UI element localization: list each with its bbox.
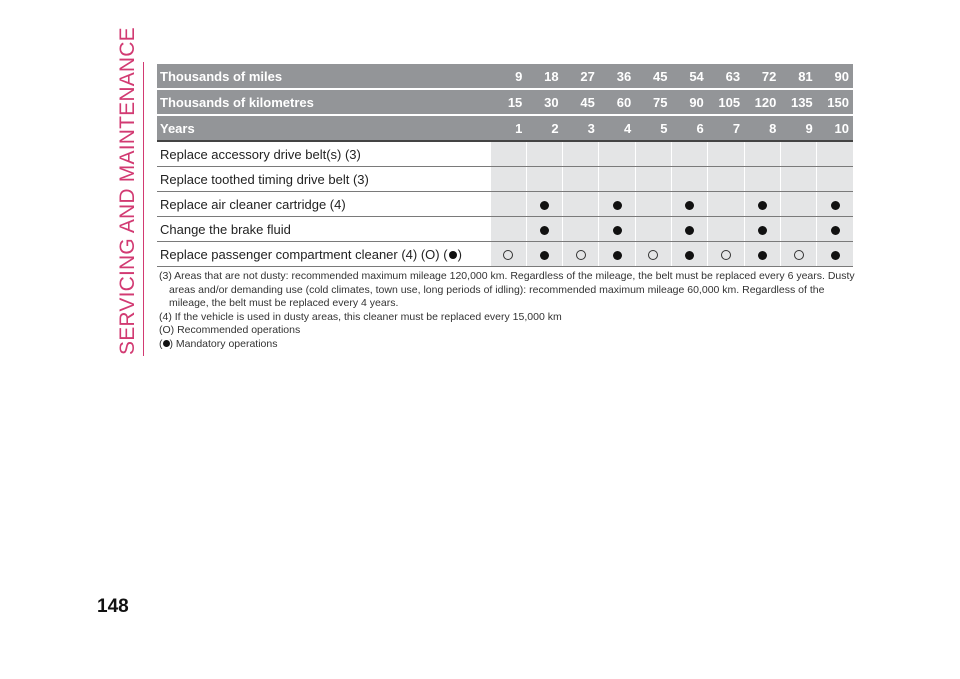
schedule-cell [490,141,526,167]
footnote-3: (3) Areas that are not dusty: recommended maximum mileage 120,000 km. Regardless of the mileage, the belt must be replaced every 6 years. Dusty areas and/or demanding use (cold climates, town use, long periods of idling): recommended maximum mileage 60,000 km. Regardless of the mileage, the belt must be replaced every 4 years. [159,270,855,309]
filled-circle-icon [685,226,694,235]
operation-label: Change the brake fluid [157,217,490,242]
schedule-cell [817,192,853,217]
header-value: 60 [599,89,635,115]
schedule-cell [671,141,707,167]
schedule-cell [635,192,671,217]
filled-circle-icon [831,251,840,260]
schedule-cell [526,167,562,192]
header-value: 90 [671,89,707,115]
operation-label: Replace toothed timing drive belt (3) [157,167,490,192]
schedule-cell [708,167,744,192]
header-label: Thousands of miles [157,64,490,89]
schedule-cell [490,192,526,217]
filled-circle-icon [613,201,622,210]
open-circle-icon [503,250,513,260]
schedule-cell [744,217,780,242]
header-label: Thousands of kilometres [157,89,490,115]
header-value: 7 [708,115,744,141]
operation-label: Replace accessory drive belt(s) (3) [157,141,490,167]
filled-circle-icon [685,201,694,210]
schedule-cell [490,217,526,242]
header-value: 63 [708,64,744,89]
schedule-cell [563,217,599,242]
footnote-4: (4) If the vehicle is used in dusty areas, this cleaner must be replaced every 15,000 km [159,310,562,323]
filled-circle-icon [449,251,457,259]
schedule-cell [780,141,816,167]
header-value: 8 [744,115,780,141]
footnotes [159,270,859,351]
schedule-cell [671,167,707,192]
schedule-cell [708,141,744,167]
schedule-cell [817,217,853,242]
schedule-cell [490,242,526,267]
filled-circle-icon [540,226,549,235]
filled-circle-icon [758,251,767,260]
filled-circle-icon [163,340,170,347]
schedule-cell [817,141,853,167]
schedule-cell [780,167,816,192]
schedule-cell [780,242,816,267]
schedule-cell [526,217,562,242]
schedule-cell [635,242,671,267]
header-value: 5 [635,115,671,141]
schedule-cell [526,242,562,267]
filled-circle-icon [831,201,840,210]
header-value: 120 [744,89,780,115]
schedule-cell [526,192,562,217]
section-rule [143,62,144,356]
schedule-cell [635,141,671,167]
schedule-cell [599,192,635,217]
filled-circle-icon [685,251,694,260]
filled-circle-icon [831,226,840,235]
maintenance-schedule-table [157,64,853,267]
header-value: 18 [526,64,562,89]
header-value: 15 [490,89,526,115]
schedule-cell [744,167,780,192]
header-value: 9 [490,64,526,89]
operation-row [157,192,853,217]
header-value: 4 [599,115,635,141]
schedule-cell [708,217,744,242]
schedule-cell [563,242,599,267]
header-value: 10 [817,115,853,141]
header-value: 3 [563,115,599,141]
schedule-cell [526,141,562,167]
header-value: 105 [708,89,744,115]
schedule-cell [708,242,744,267]
header-label: Years [157,115,490,141]
header-value: 1 [490,115,526,141]
header-value: 30 [526,89,562,115]
header-value: 54 [671,64,707,89]
header-value: 2 [526,115,562,141]
schedule-cell [599,167,635,192]
schedule-cell [635,167,671,192]
open-circle-icon [794,250,804,260]
header-value: 75 [635,89,671,115]
schedule-cell [780,217,816,242]
operation-label: Replace passenger compartment cleaner (4) (O) ( ) [157,242,490,267]
header-value: 150 [817,89,853,115]
open-circle-icon [648,250,658,260]
schedule-cell [744,192,780,217]
header-value: 27 [563,64,599,89]
open-circle-icon [721,250,731,260]
schedule-cell [744,242,780,267]
header-value: 81 [780,64,816,89]
header-value: 135 [780,89,816,115]
filled-circle-icon [613,226,622,235]
filled-circle-icon [613,251,622,260]
open-circle-icon [576,250,586,260]
header-value: 36 [599,64,635,89]
schedule-cell [744,141,780,167]
header-value: 72 [744,64,780,89]
schedule-cell [635,217,671,242]
schedule-cell [599,217,635,242]
schedule-cell [708,192,744,217]
section-title: SERVICING AND MAINTENANCE [116,27,139,355]
header-value: 45 [563,89,599,115]
schedule-cell [817,167,853,192]
header-value: 90 [817,64,853,89]
schedule-cell [780,192,816,217]
header-value: 6 [671,115,707,141]
header-row [157,115,853,141]
header-row [157,89,853,115]
operation-row [157,141,853,167]
filled-circle-icon [540,251,549,260]
schedule-cell [671,242,707,267]
schedule-cell [671,217,707,242]
page-number: 148 [97,596,129,617]
operation-label: Replace air cleaner cartridge (4) [157,192,490,217]
schedule-cell [563,192,599,217]
filled-circle-icon [758,201,767,210]
operation-row [157,242,853,267]
schedule-cell [817,242,853,267]
schedule-cell [490,167,526,192]
operation-row [157,217,853,242]
schedule-cell [563,141,599,167]
filled-circle-icon [758,226,767,235]
legend-recommended: (O) Recommended operations [159,324,301,336]
legend-mandatory: ( ) Mandatory operations [159,337,278,350]
header-row [157,64,853,89]
header-value: 9 [780,115,816,141]
header-value: 45 [635,64,671,89]
schedule-cell [599,242,635,267]
operation-row [157,167,853,192]
filled-circle-icon [540,201,549,210]
schedule-cell [563,167,599,192]
schedule-cell [671,192,707,217]
schedule-cell [599,141,635,167]
